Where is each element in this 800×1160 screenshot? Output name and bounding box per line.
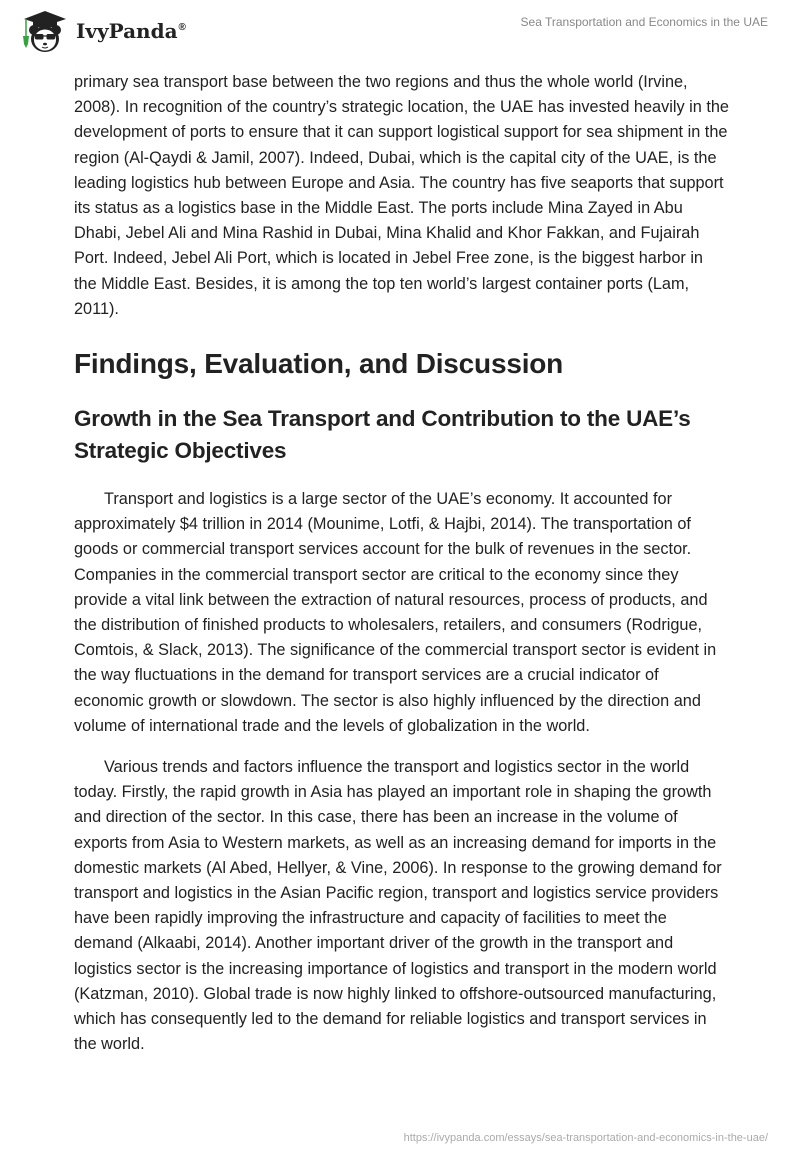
body-paragraph: Transport and logistics is a large sector of the UAE’s economy. It accounted for approximately $4 trillion in 2014 (Mounime, Lotfi, & Hajbi, 2014). The transportation of goods or commercial transport services account for the bulk of revenues in the sector. Companies in the commercial transport sector are critical to the economy since they provide a vital link between the extraction of natural resources, process of products, and the distribution of finished products to wholesalers, retailers, and consumers (Rodrigue, Comtois, & Slack, 2013). The significance of the commercial transport sector is evident in the way fluctuations in the demand for transport services are a crucial indicator of economic growth or slowdown. The sector is also highly influenced by the direction and volume of international trade and the levels of globalization in the world.: [74, 490, 717, 735]
registered-mark: ®: [178, 22, 186, 34]
subsection-heading: Growth in the Sea Transport and Contribution to the UAE’s Strategic Objectives: [74, 406, 691, 464]
panda-graduate-icon: [18, 8, 72, 54]
intro-paragraph: primary sea transport base between the two regions and thus the whole world (Irvine, 2008). In recognition of the country’s strategic location, the UAE has invested heavily in the development of ports to ensure that it can support logistical support for sea shipment in the region (Al-Qaydi & Jamil, 2007). Indeed, Dubai, which is the capital city of the UAE, is the leading logistics hub between Europe and Asia. The country has five seaports that support its status as a logistics base in the Middle East. The ports include Mina Zayed in Abu Dhabi, Jebel Ali and Mina Rashid in Dubai, Mina Khalid and Khor Fakkan, and Fujairah Port. Indeed, Jebel Ali Port, which is located in Jebel Free zone, is the biggest harbor in the Middle East. Besides, it is among the top ten world’s largest container ports (Lam, 2011).: [74, 73, 729, 318]
page-header: [0, 0, 800, 60]
essay-content: [74, 70, 730, 1074]
section-heading: Findings, Evaluation, and Discussion: [74, 348, 564, 380]
document-title: Sea Transportation and Economics in the UAE: [520, 15, 768, 29]
body-paragraph: Various trends and factors influence the transport and logistics sector in the world today. Firstly, the rapid growth in Asia has played an important role in shaping the growth and direction of the sector. In this case, there has been an increase in the volume of exports from Asia to Western markets, as well as an increasing demand for imports in the domestic markets (Al Abed, Hellyer, & Vine, 2006). In response to the growing demand for transport and logistics in the Asian Pacific region, transport and logistics service providers have been rapidly improving the infrastructure and capacity of facilities to meet the demand (Alkaabi, 2014). Another important driver of the growth in the transport and logistics sector is the increasing importance of logistics and transport in the modern world (Katzman, 2010). Global trade is now highly linked to offshore-outsourced manufacturing, which has consequently led to the demand for reliable logistics and transport services in the world.: [74, 758, 722, 1054]
logo-text: IvyPanda®: [76, 19, 186, 43]
source-url[interactable]: https://ivypanda.com/essays/sea-transportation-and-economics-in-the-uae/: [403, 1132, 768, 1144]
ivypanda-logo[interactable]: [18, 8, 186, 54]
